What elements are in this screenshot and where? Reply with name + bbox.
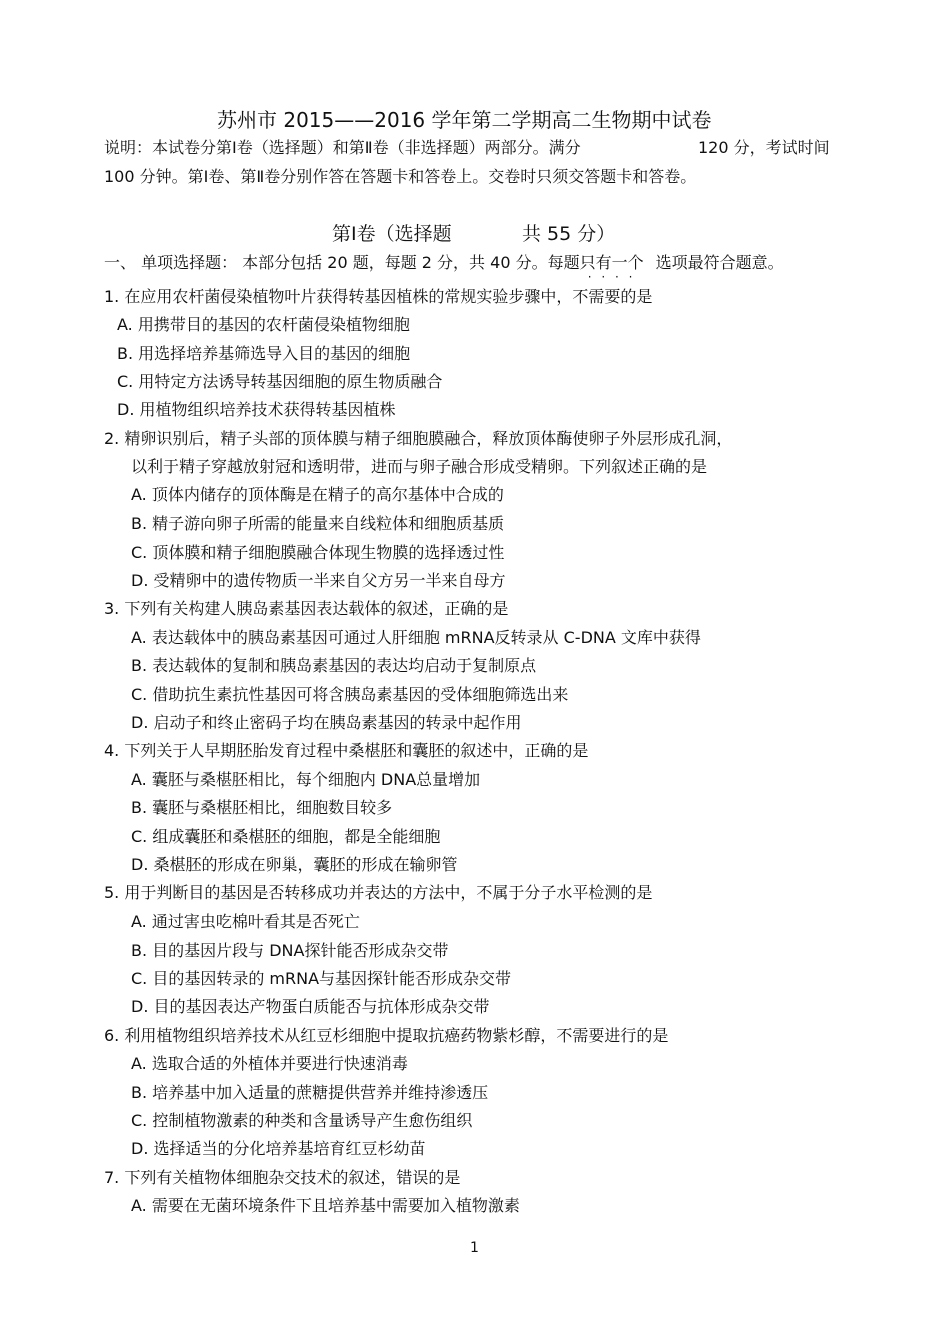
question-option: B. 精子游向卵子所需的能量来自线粒体和细胞质基质	[131, 514, 505, 533]
question-option: B. 培养基中加入适量的蔗糖提供营养并维持渗透压	[131, 1083, 489, 1102]
question-option: B. 表达载体的复制和胰岛素基因的表达均启动于复制原点	[131, 656, 537, 675]
question-option: A. 通过害虫吃棉叶看其是否死亡	[131, 912, 360, 931]
question-option: B. 囊胚与桑椹胚相比，细胞数目较多	[131, 798, 393, 817]
note-line-1a: 说明：本试卷分第Ⅰ卷（选择题）和第Ⅱ卷（非选择题）两部分。满分	[104, 138, 581, 157]
question-option: D. 用植物组织培养技术获得转基因植株	[117, 400, 396, 419]
question-stem: 5. 用于判断目的基因是否转移成功并表达的方法中，不属于分子水平检测的是	[104, 883, 653, 902]
instr-text-a: 一、 单项选择题： 本部分包括 20 题，每题 2 分，共 40 分。每题	[104, 253, 580, 272]
question-option: A. 用携带目的基因的农杆菌侵染植物细胞	[117, 315, 410, 334]
instr-emphasis: 只有一个 · · · ·	[580, 253, 644, 273]
question-option: D. 选择适当的分化培养基培育红豆杉幼苗	[131, 1139, 426, 1158]
question-option: D. 目的基因表达产物蛋白质能否与抗体形成杂交带	[131, 997, 490, 1016]
question-option: A. 表达载体中的胰岛素基因可通过人肝细胞 mRNA反转录从 C-DNA 文库中获得	[131, 628, 701, 647]
question-option: C. 目的基因转录的 mRNA与基因探针能否形成杂交带	[131, 969, 512, 988]
question-option: C. 借助抗生素抗性基因可将含胰岛素基因的受体细胞筛选出来	[131, 685, 569, 704]
note-line-1b: 120 分，考试时间	[698, 138, 830, 157]
question-stem-continued: 以利于精子穿越放射冠和透明带，进而与卵子融合形成受精卵。下列叙述正确的是	[131, 457, 708, 476]
question-stem: 1. 在应用农杆菌侵染植物叶片获得转基因植株的常规实验步骤中，不需要的是	[104, 287, 653, 306]
question-option: A. 囊胚与桑椹胚相比，每个细胞内 DNA总量增加	[131, 770, 481, 789]
note-line-2: 100 分钟。第Ⅰ卷、第Ⅱ卷分别作答在答题卡和答卷上。交卷时只须交答题卡和答卷。	[104, 167, 697, 186]
question-option: B. 用选择培养基筛选导入目的基因的细胞	[117, 344, 411, 363]
question-option: A. 需要在无菌环境条件下且培养基中需要加入植物激素	[131, 1196, 520, 1215]
section-instructions	[104, 253, 784, 273]
instr-text-b: 选项最符合题意。	[655, 253, 784, 272]
question-option: D. 桑椹胚的形成在卵巢，囊胚的形成在输卵管	[131, 855, 458, 874]
page-number: 1	[470, 1240, 479, 1256]
question-option: C. 顶体膜和精子细胞膜融合体现生物膜的选择透过性	[131, 543, 505, 562]
question-stem: 7. 下列有关植物体细胞杂交技术的叙述，错误的是	[104, 1168, 461, 1187]
question-option: B. 目的基因片段与 DNA探针能否形成杂交带	[131, 941, 449, 960]
question-stem: 6. 利用植物组织培养技术从红豆杉细胞中提取抗癌药物紫杉醇，不需要进行的是	[104, 1026, 669, 1045]
question-stem: 4. 下列关于人早期胚胎发育过程中桑椹胚和囊胚的叙述中，正确的是	[104, 741, 589, 760]
question-option: A. 顶体内储存的顶体酶是在精子的高尔基体中合成的	[131, 485, 504, 504]
question-option: D. 启动子和终止密码子均在胰岛素基因的转录中起作用	[131, 713, 522, 732]
question-option: C. 组成囊胚和桑椹胚的细胞，都是全能细胞	[131, 827, 441, 846]
question-stem: 3. 下列有关构建人胰岛素基因表达载体的叙述，正确的是	[104, 599, 509, 618]
question-option: A. 选取合适的外植体并要进行快速消毒	[131, 1054, 408, 1073]
question-option: D. 受精卵中的遗传物质一半来自父方另一半来自母方	[131, 571, 506, 590]
section-title-b: 共 55 分）	[522, 223, 616, 245]
exam-title: 苏州市 2015——2016 学年第二学期高二生物期中试卷	[217, 108, 712, 132]
question-option: C. 控制植物激素的种类和含量诱导产生愈伤组织	[131, 1111, 473, 1130]
question-option: C. 用特定方法诱导转基因细胞的原生物质融合	[117, 372, 443, 391]
section-title-a: 第Ⅰ卷（选择题	[332, 223, 452, 245]
question-stem: 2. 精卵识别后，精子头部的顶体膜与精子细胞膜融合，释放顶体酶使卵子外层形成孔洞，	[104, 429, 733, 448]
